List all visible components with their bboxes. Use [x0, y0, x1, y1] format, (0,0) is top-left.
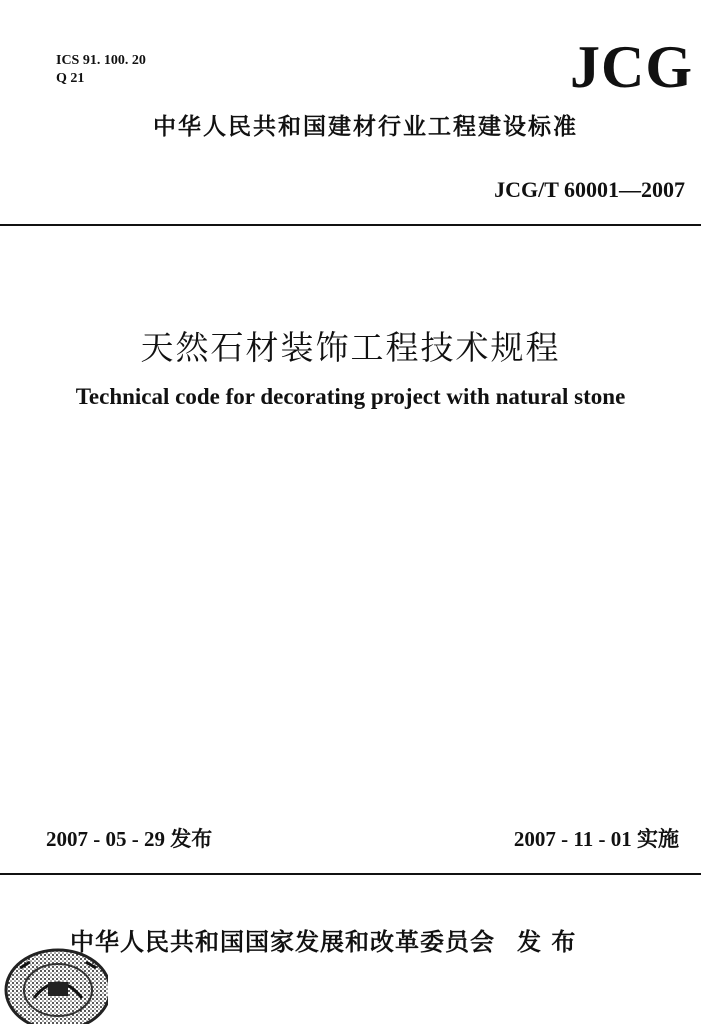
- top-divider: [0, 224, 701, 226]
- bottom-divider: [0, 873, 701, 875]
- title-english: Technical code for decorating project with natural stone: [75, 384, 626, 409]
- title-chinese: 天然石材装饰工程技术规程: [140, 328, 561, 367]
- standard-number: JCG/T 60001—2007: [494, 177, 685, 202]
- jcg-logo: JCG: [570, 34, 693, 100]
- publish-date: 2007 - 05 - 29 发布: [46, 827, 213, 851]
- ics-code: ICS 91. 100. 20: [56, 53, 146, 68]
- ccs-code: Q 21: [56, 71, 85, 86]
- implement-date: 2007 - 11 - 01 实施: [513, 827, 679, 851]
- issuing-authority: [70, 926, 576, 958]
- standard-category: 中华人民共和国建材行业工程建设标准: [153, 114, 578, 140]
- issuing-authority-name: 中华人民共和国国家发展和改革委员会: [70, 928, 495, 956]
- issue-action: 发 布: [517, 928, 577, 956]
